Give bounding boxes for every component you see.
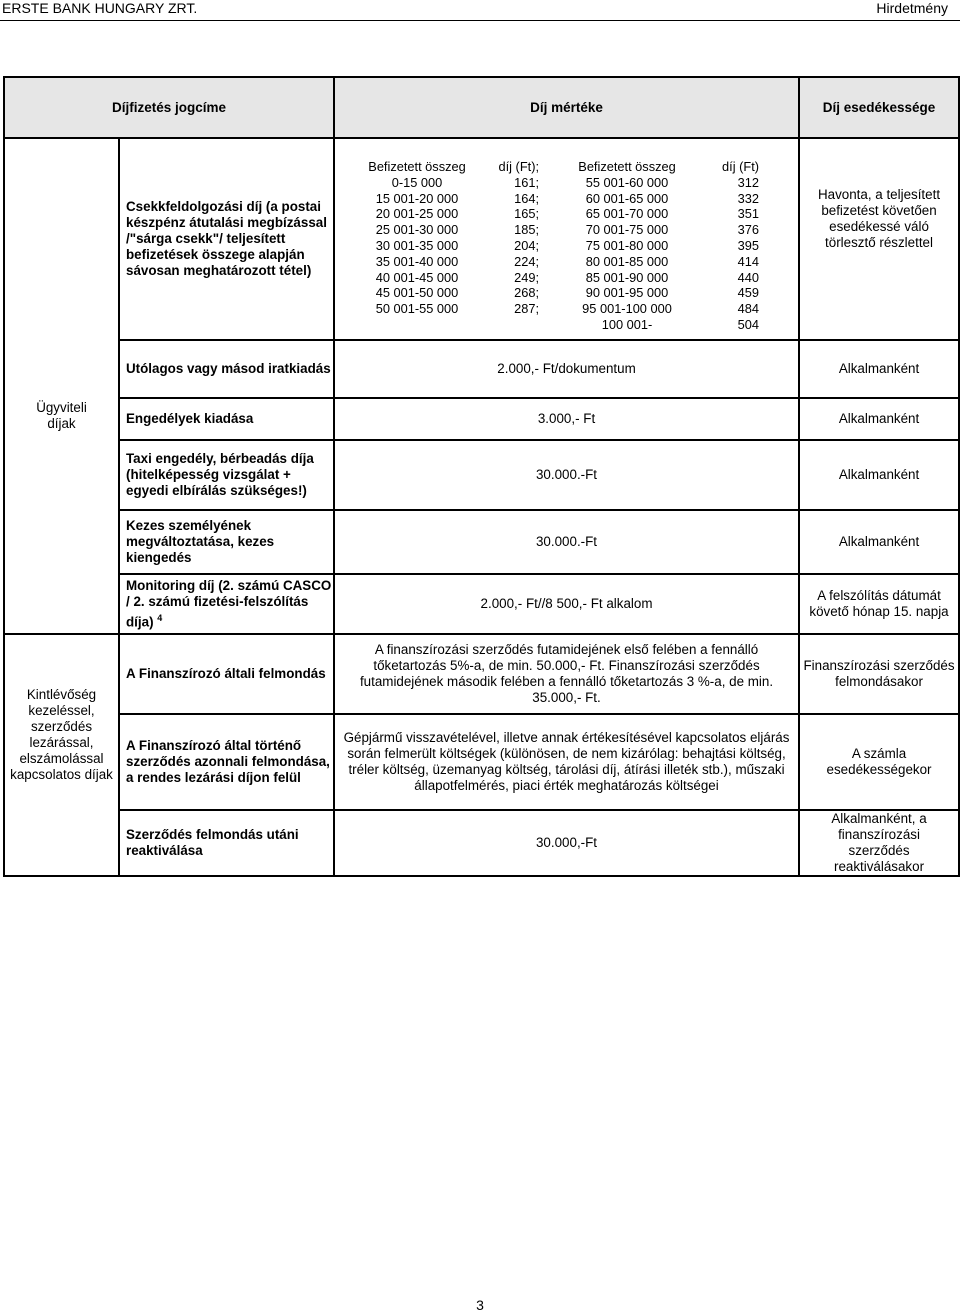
rate-fee: 185; <box>514 222 540 238</box>
table-row <box>4 574 959 634</box>
monitoring-fee-desc <box>119 574 334 634</box>
rate-range: 80 001-85 000 <box>585 253 669 269</box>
monitoring-fee-amount: 2.000,- Ft//8 500,- Ft alkalom <box>334 574 799 634</box>
rate-fee: 414 <box>737 253 760 269</box>
doc-reissue-due: Alkalmanként <box>799 340 959 398</box>
rate-fee: 204; <box>514 237 540 253</box>
rate-fee: 459 <box>737 285 760 301</box>
table-row <box>4 398 959 440</box>
rate-range: 85 001-90 000 <box>585 269 669 285</box>
header-divider <box>0 20 960 21</box>
rate-fee: 312 <box>737 174 760 190</box>
rate-fee: 351 <box>737 206 760 222</box>
rate-fee: 332 <box>737 190 760 206</box>
taxi-permit-due: Alkalmanként <box>799 440 959 510</box>
rate-range: 30 001-35 000 <box>375 237 459 253</box>
rate-fee: 440 <box>737 269 760 285</box>
column-header-fee-due: Díj esedékessége <box>799 77 959 138</box>
document-type: Hirdetmény <box>876 0 948 16</box>
check-processing-due: Havonta, a teljesített befizetést követően esedékessé váló törlesztő részlettel <box>799 138 959 340</box>
category-receivables-fees: Kintlévőség kezeléssel, szerződés lezárással, elszámolással kapcsolatos díjak <box>4 634 119 876</box>
immediate-termination-amount: Gépjármű visszavételével, illetve annak értékesítésével kapcsolatos eljárás során felmerült költségek (különösen, de nem kizárólag: behajtási költség, tréler költség, üzemanyag költség, tárolási díj, átírási illeték stb.), műszaki állapotfelmérés, piaci érték meghatározás költségei <box>334 714 799 810</box>
termination-due: Finanszírozási szerződés felmondásakor <box>799 634 959 714</box>
table-row <box>4 340 959 398</box>
rate-fee: 161; <box>514 174 540 190</box>
rate-left-fees <box>487 159 539 317</box>
rate-right-header-fee: díj (Ft) <box>722 159 760 174</box>
rate-fee: 504 <box>737 316 760 332</box>
monitoring-fee-due: A felszólítás dátumát követő hónap 15. napja <box>799 574 959 634</box>
footnote-marker: 4 <box>157 612 163 623</box>
rate-right-header-amount: Befizetett összeg <box>578 159 676 174</box>
rate-range: 40 001-45 000 <box>375 269 459 285</box>
reactivation-desc: Szerződés felmondás utáni reaktiválása <box>119 810 334 876</box>
rate-range: 0-15 000 <box>391 174 443 190</box>
rate-left-ranges <box>363 159 471 317</box>
rate-range: 60 001-65 000 <box>585 190 669 206</box>
rate-range: 55 001-60 000 <box>585 174 669 190</box>
immediate-termination-due: A számla esedékességekor <box>799 714 959 810</box>
fee-table <box>3 76 960 877</box>
permits-due: Alkalmanként <box>799 398 959 440</box>
guarantor-change-due: Alkalmanként <box>799 510 959 574</box>
rate-range: 15 001-20 000 <box>375 190 459 206</box>
taxi-permit-amount: 30.000.-Ft <box>334 440 799 510</box>
rate-range: 70 001-75 000 <box>585 222 669 238</box>
page-number: 3 <box>476 1297 484 1313</box>
rate-fee: 164; <box>514 190 540 206</box>
rate-fee: 268; <box>514 285 540 301</box>
rate-range: 75 001-80 000 <box>585 237 669 253</box>
table-row <box>4 714 959 810</box>
rate-fee: 165; <box>514 206 540 222</box>
termination-desc: A Finanszírozó általi felmondás <box>119 634 334 714</box>
permits-desc: Engedélyek kiadása <box>119 398 334 440</box>
doc-reissue-desc: Utólagos vagy másod iratkiadás <box>119 340 334 398</box>
rate-range: 50 001-55 000 <box>375 301 459 317</box>
rate-range: 65 001-70 000 <box>585 206 669 222</box>
reactivation-amount: 30.000,-Ft <box>334 810 799 876</box>
column-header-fee-amount: Díj mértéke <box>334 77 799 138</box>
rate-fee: 287; <box>514 301 540 317</box>
table-row <box>4 138 959 340</box>
termination-amount: A finanszírozási szerződés futamidejének első felében a fennálló tőketartozás 5%-a, de min. 50.000,- Ft. Finanszírozási szerződés futamidejének második felében a fennálló tőketartozás 3 %-a, de min. 35.000,- Ft. <box>334 634 799 714</box>
rate-range: 20 001-25 000 <box>375 206 459 222</box>
company-name: ERSTE BANK HUNGARY ZRT. <box>2 0 198 16</box>
table-row <box>4 810 959 876</box>
permits-amount: 3.000,- Ft <box>334 398 799 440</box>
immediate-termination-desc: A Finanszírozó által történő szerződés azonnali felmondása, a rendes lezárási díjon felül <box>119 714 334 810</box>
rate-left-header-amount: Befizetett összeg <box>368 159 466 174</box>
check-processing-desc: Csekkfeldolgozási díj (a postai készpénz átutalási megbízással /"sárga csekk"/ teljesített befizetések összege alapján sávosan meghatározott tétel) <box>119 138 334 340</box>
rate-range: 25 001-30 000 <box>375 222 459 238</box>
rate-left-header-fee: díj (Ft); <box>498 159 540 174</box>
rate-range: 35 001-40 000 <box>375 253 459 269</box>
doc-reissue-amount: 2.000,- Ft/dokumentum <box>334 340 799 398</box>
rate-fee: 249; <box>514 269 540 285</box>
rate-range: 95 001-100 000 <box>582 301 672 317</box>
table-row <box>4 634 959 714</box>
table-row <box>4 510 959 574</box>
table-header-row <box>4 77 959 138</box>
rate-range: 90 001-95 000 <box>585 285 669 301</box>
rate-range: 100 001- <box>601 316 653 332</box>
rate-right-fees <box>697 159 759 333</box>
rate-fee: 224; <box>514 253 540 269</box>
rate-fee: 395 <box>737 237 760 253</box>
check-processing-rate-table <box>334 138 799 340</box>
guarantor-change-desc: Kezes személyének megváltoztatása, kezes kiengedés <box>119 510 334 574</box>
rate-fee: 376 <box>737 222 760 238</box>
page-header <box>0 0 960 22</box>
guarantor-change-amount: 30.000.-Ft <box>334 510 799 574</box>
category-admin-fees: Ügyviteli díjak <box>4 138 119 634</box>
column-header-fee-title: Díjfizetés jogcíme <box>4 77 334 138</box>
rate-fee: 484 <box>737 301 760 317</box>
table-row <box>4 440 959 510</box>
monitoring-fee-text: Monitoring díj (2. számú CASCO / 2. számú fizetési-felszólítás díja) <box>126 577 332 630</box>
rate-right-ranges <box>565 159 689 333</box>
rate-range: 45 001-50 000 <box>375 285 459 301</box>
taxi-permit-desc: Taxi engedély, bérbeadás díja (hitelképesség vizsgálat + egyedi elbírálás szükséges!) <box>119 440 334 510</box>
reactivation-due: Alkalmanként, a finanszírozási szerződés reaktiválásakor <box>799 810 959 876</box>
